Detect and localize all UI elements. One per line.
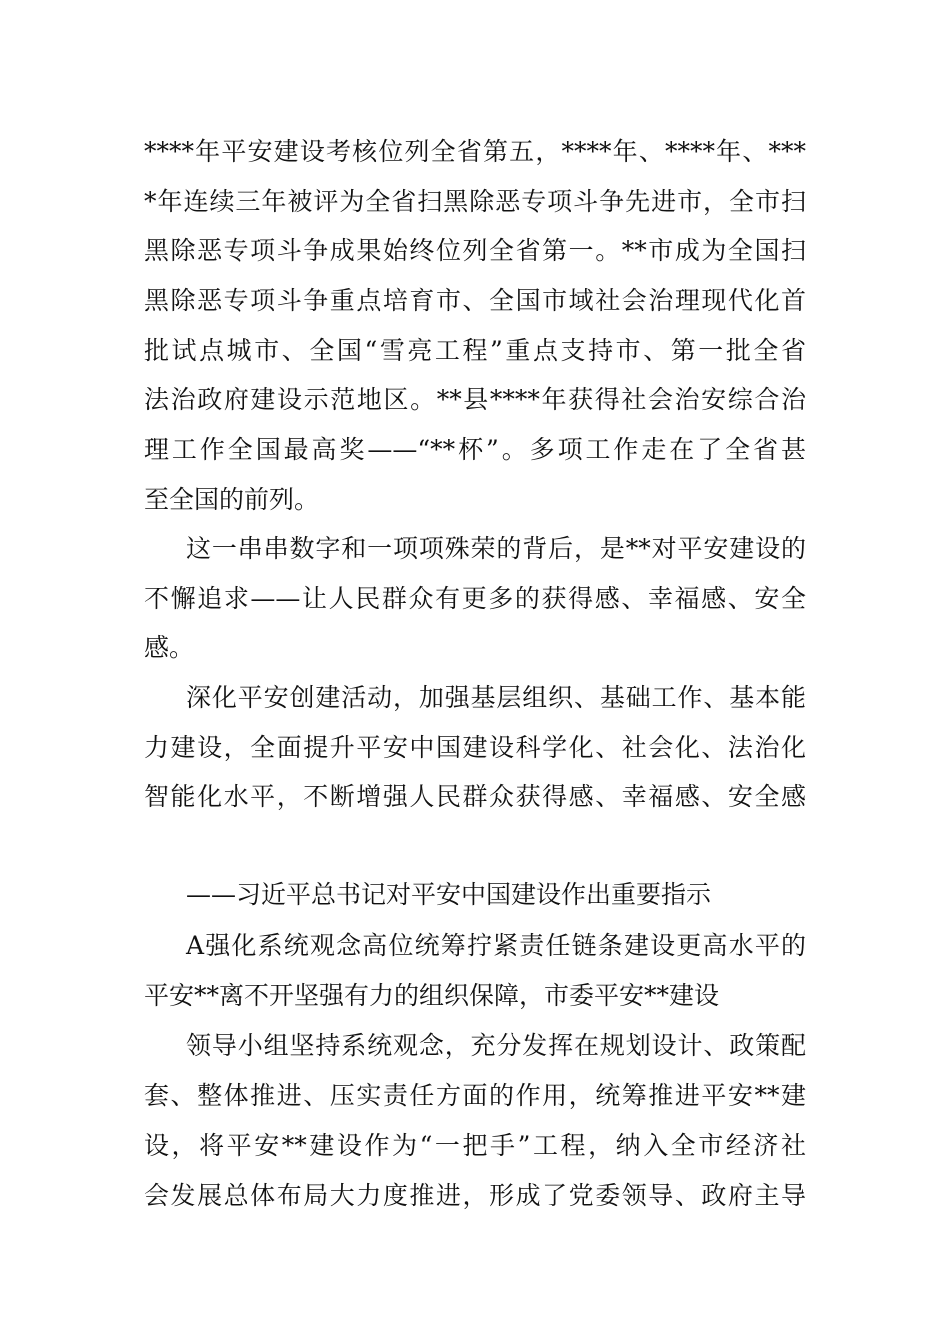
paragraph-2-line-3: 感。	[144, 633, 195, 662]
text-line-8: 至全国的前列。	[144, 485, 320, 514]
text-line-4: 黑除恶专项斗争重点培育市、全国市域社会治理现代化首	[144, 286, 806, 315]
quote-attribution: ——习近平总书记对平安中国建设作出重要指示	[186, 880, 712, 909]
paragraph-2-line-2: 不懈追求——让人民群众有更多的获得感、幸福感、安全	[144, 584, 806, 613]
section-heading-line-1: A强化系统观念高位统筹拧紧责任链条建设更高水平的	[186, 931, 806, 960]
quote-line-3: 智能化水平，不断增强人民群众获得感、幸福感、安全感	[144, 782, 806, 811]
paragraph-4-line-1: 领导小组坚持系统观念，充分发挥在规划设计、政策配	[186, 1031, 806, 1060]
paragraph-4-line-3: 设，将平安**建设作为“一把手”工程，纳入全市经济社	[144, 1131, 806, 1160]
paragraph-4-line-4: 会发展总体布局大力度推进，形成了党委领导、政府主导	[144, 1181, 806, 1210]
text-line-5: 批试点城市、全国“雪亮工程”重点支持市、第一批全省	[144, 336, 806, 365]
section-heading-line-2: 平安**离不开坚强有力的组织保障，市委平安**建设	[144, 981, 720, 1010]
text-line-6: 法治政府建设示范地区。**县****年获得社会治安综合治	[144, 385, 806, 414]
paragraph-4-line-2: 套、整体推进、压实责任方面的作用，统筹推进平安**建	[144, 1081, 806, 1110]
paragraph-2-line-1: 这一串串数字和一项项殊荣的背后，是**对平安建设的	[186, 534, 806, 563]
text-line-1: ****年平安建设考核位列全省第五，****年、****年、***	[144, 137, 806, 166]
quote-line-2: 力建设，全面提升平安中国建设科学化、社会化、法治化	[144, 733, 806, 762]
quote-line-1: 深化平安创建活动，加强基层组织、基础工作、基本能	[186, 683, 806, 712]
text-line-7: 理工作全国最高奖——“**杯”。多项工作走在了全省甚	[144, 435, 806, 464]
text-line-3: 黑除恶专项斗争成果始终位列全省第一。**市成为全国扫	[144, 236, 806, 265]
text-line-2: *年连续三年被评为全省扫黑除恶专项斗争先进市，全市扫	[144, 187, 806, 216]
